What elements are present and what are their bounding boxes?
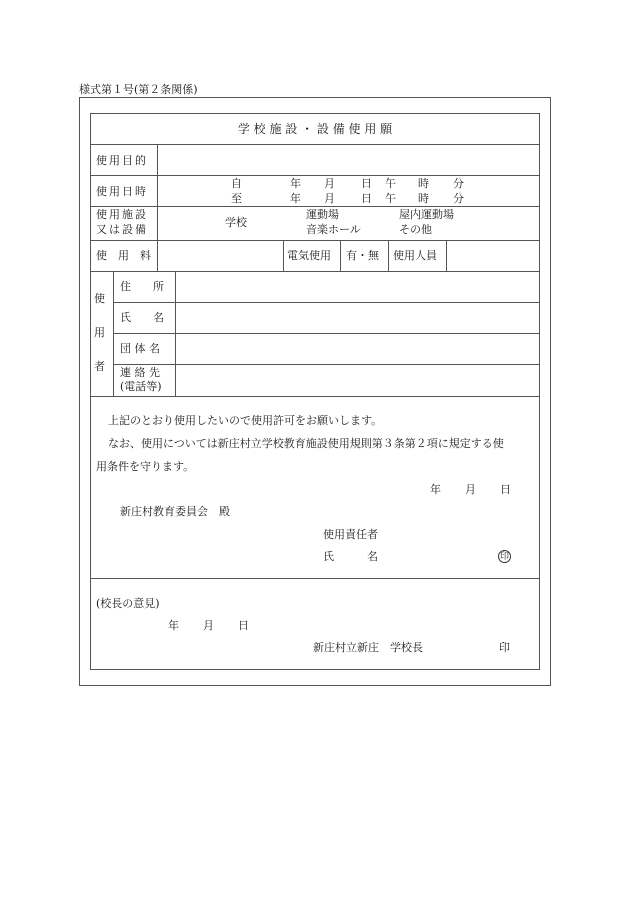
rule xyxy=(113,271,114,396)
request-date-year: 年 xyxy=(430,483,441,496)
name-field[interactable] xyxy=(178,304,538,331)
request-date-day: 日 xyxy=(500,483,511,496)
rule xyxy=(157,144,158,271)
from-month-unit: 月 xyxy=(324,177,335,190)
to-minute-unit: 分 xyxy=(453,192,464,205)
group-field[interactable] xyxy=(178,335,538,362)
responsible-person-label: 使用責任者 xyxy=(323,528,378,541)
facility-option-school[interactable]: 学校 xyxy=(225,216,247,229)
facility-option-sports-field[interactable]: 運動場 xyxy=(306,208,339,221)
user-side-label-char: 用 xyxy=(94,326,105,339)
to-ampm: 午 xyxy=(385,192,396,205)
attendees-field[interactable] xyxy=(448,242,538,269)
to-hour-unit: 時 xyxy=(418,192,429,205)
form-number-label: 様式第１号(第２条関係) xyxy=(79,83,198,96)
seal-icon: 印 xyxy=(499,552,509,562)
group-label: 団 体 名 xyxy=(120,342,160,355)
principal-date-year: 年 xyxy=(168,619,179,632)
rule xyxy=(113,364,540,365)
facility-label-line1: 使用施設 xyxy=(96,208,148,221)
from-year-unit: 年 xyxy=(290,177,301,190)
from-minute-unit: 分 xyxy=(453,177,464,190)
principal-opinion-label: (校長の意見) xyxy=(96,597,160,610)
facility-option-other[interactable]: その他 xyxy=(399,223,432,236)
principal-school-label: 新庄村立新庄 学校長 xyxy=(313,641,423,654)
from-hour-unit: 時 xyxy=(418,177,429,190)
rule xyxy=(340,240,341,271)
principal-date-month: 月 xyxy=(203,619,214,632)
purpose-label: 使用目的 xyxy=(96,154,148,167)
from-ampm: 午 xyxy=(385,177,396,190)
rule xyxy=(446,240,447,271)
rule xyxy=(90,578,540,579)
principal-date-day: 日 xyxy=(238,619,249,632)
contact-field[interactable] xyxy=(178,366,538,394)
rule xyxy=(388,240,389,271)
responsible-name-label: 氏 名 xyxy=(323,550,378,563)
rule xyxy=(175,271,176,396)
electricity-yes-no-option[interactable]: 有・無 xyxy=(346,249,379,262)
user-side-label-char: 使 xyxy=(94,292,105,305)
facility-option-music-hall[interactable]: 音楽ホール xyxy=(306,223,361,236)
request-text-line3: 用条件を守ります。 xyxy=(96,460,195,473)
addressee: 新庄村教育委員会 殿 xyxy=(120,505,230,518)
rule xyxy=(113,302,540,303)
rule xyxy=(90,396,540,397)
facility-label-line2: 又は設備 xyxy=(96,223,148,236)
rule xyxy=(113,333,540,334)
rule xyxy=(283,240,284,271)
fee-label: 使 用 料 xyxy=(96,249,151,262)
to-year-unit: 年 xyxy=(290,192,301,205)
address-label: 住 所 xyxy=(120,280,164,293)
from-day-unit: 日 xyxy=(361,177,372,190)
principal-seal: 印 xyxy=(499,641,510,654)
to-prefix: 至 xyxy=(231,192,242,205)
to-day-unit: 日 xyxy=(361,192,372,205)
user-side-label-char: 者 xyxy=(94,360,105,373)
request-text-line1: 上記のとおり使用したいので使用許可をお願いします。 xyxy=(108,414,383,427)
request-text-line2: なお、使用については新庄村立学校教育施設使用規則第３条第２項に規定する使 xyxy=(108,437,504,450)
address-field[interactable] xyxy=(178,273,538,300)
datetime-label: 使用日時 xyxy=(96,185,148,198)
name-label: 氏 名 xyxy=(120,311,164,324)
electricity-label: 電気使用 xyxy=(287,249,331,262)
request-date-month: 月 xyxy=(465,483,476,496)
purpose-field[interactable] xyxy=(160,146,538,174)
form-title: 学 校 施 設 ・ 設 備 使 用 願 xyxy=(237,122,393,136)
fee-field[interactable] xyxy=(160,242,281,269)
facility-option-indoor-gym[interactable]: 屋内運動場 xyxy=(399,208,454,221)
to-month-unit: 月 xyxy=(324,192,335,205)
attendees-label: 使用人員 xyxy=(393,249,437,262)
contact-label-line1: 連 絡 先 xyxy=(120,366,160,379)
from-prefix: 自 xyxy=(231,177,242,190)
rule xyxy=(90,271,540,272)
contact-label-line2: (電話等) xyxy=(120,380,162,393)
